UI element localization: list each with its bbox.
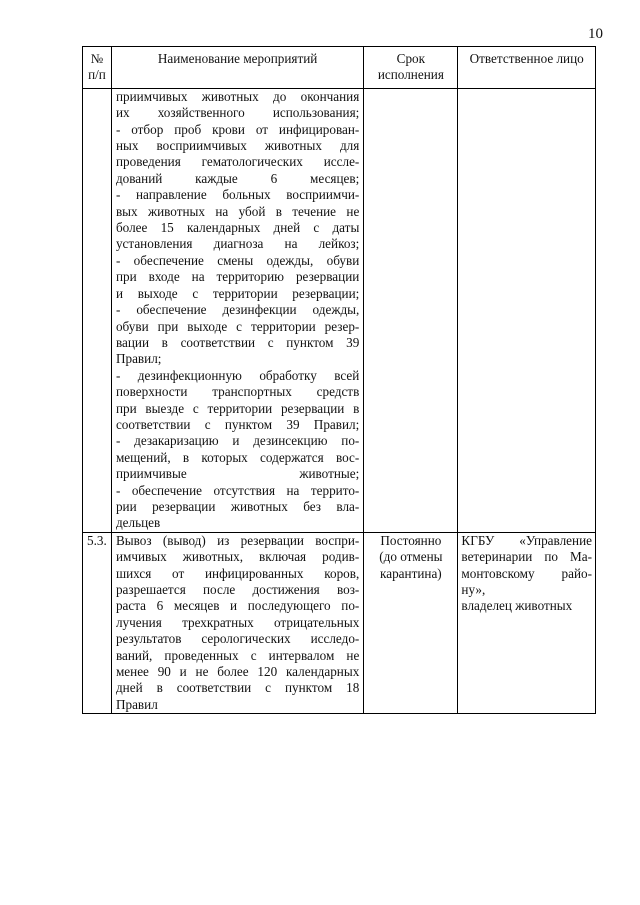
header-measures: Наименование мероприятий <box>111 47 363 89</box>
text-line: поверхности транспортных средств <box>115 384 360 400</box>
text-line: мещений, в которых содержатся вос- <box>115 449 360 465</box>
text-line: имчивых животных, включая родив- <box>115 549 360 565</box>
table-row-continued <box>83 88 596 532</box>
text-line: ных восприимчивых животных для <box>115 138 360 154</box>
text-line: Вывоз (вывод) из резервации воспри- <box>115 532 360 548</box>
cell-responsible <box>458 532 596 713</box>
text-line: - направление больных восприимчи- <box>115 187 360 203</box>
text-line: соответствии с пунктом 39 Правил; <box>115 416 360 432</box>
measures-table <box>82 46 596 714</box>
cell-term <box>364 532 458 713</box>
header-number <box>83 47 112 89</box>
text-line: проведения гематологических иссле- <box>115 154 360 170</box>
text-line: - обеспечение дезинфекции одежды, <box>115 302 360 318</box>
text-line: (до отмены <box>379 549 443 565</box>
text-line: дельцев <box>115 515 161 531</box>
text-line: вых животных на убой в течение не <box>115 203 360 219</box>
header-term-line-1: Срок <box>396 51 426 66</box>
text-line: карантина) <box>380 565 442 581</box>
cell-measures-continued <box>111 88 363 532</box>
text-line: при выезде с территории резервации в <box>115 400 360 416</box>
text-line: лучения трехкратных отрицательных <box>115 614 360 630</box>
header-number-line-2: п/п <box>88 67 106 83</box>
cell-number: 5.3. <box>83 532 112 713</box>
text-line: и выходе с территории резервации; <box>115 285 360 301</box>
text-line: дней в соответствии с пунктом 18 <box>115 680 360 696</box>
table-row-5-3 <box>83 532 596 713</box>
text-line: Правил; <box>115 351 162 367</box>
text-line: владелец животных <box>461 598 573 614</box>
text-line: менее 90 и не более 120 календарных <box>115 664 360 680</box>
text-line: дований каждые 6 месяцев; <box>115 170 360 186</box>
text-line: обуви при выходе с территории резер- <box>115 318 360 334</box>
text-line: результатов серологических исследо- <box>115 631 360 647</box>
text-line: ваний, проведенных с интервалом не <box>115 647 360 663</box>
header-responsible: Ответственное лицо <box>458 47 596 89</box>
text-line: - обеспечение отсутствия на террито- <box>115 482 360 498</box>
text-line: Правил <box>115 696 158 712</box>
text-line: КГБУ «Управление <box>461 532 592 548</box>
text-line: разрешается после достижения воз- <box>115 582 360 597</box>
text-line: более 15 календарных дней с даты <box>115 220 360 236</box>
cell-number-empty <box>83 88 112 532</box>
text-line: при входе на территорию резервации <box>115 269 360 285</box>
text-line: монтовскому райо- <box>461 565 592 581</box>
text-line: вации в соответствии с пунктом 39 <box>115 334 360 350</box>
text-line: - дезинфекционную обработку всей <box>115 367 360 383</box>
page-number: 10 <box>588 26 603 42</box>
text-line: - дезакаризацию и дезинсекцию по- <box>115 433 360 449</box>
text-line: рии резервации животных без вла- <box>115 498 360 514</box>
header-term <box>364 47 458 89</box>
text-line: приимчивые животные; <box>115 466 360 482</box>
text-line: раста 6 месяцев и последующего по- <box>115 598 360 614</box>
text-line: шихся от инфицированных коров, <box>115 565 360 581</box>
header-term-line-2: исполнения <box>377 67 444 83</box>
text-line: их хозяйственного использования; <box>115 105 360 121</box>
text-line: Постоянно <box>380 532 442 548</box>
header-number-line-1: № <box>90 51 104 66</box>
text-line: установления диагноза на лейкоз; <box>115 236 360 252</box>
cell-measures <box>111 532 363 713</box>
text-line: - обеспечение смены одежды, обуви <box>115 252 360 268</box>
table-header-row <box>83 47 596 89</box>
text-line: приимчивых животных до окончания <box>115 88 360 104</box>
text-line: - отбор проб крови от инфицирован- <box>115 121 360 137</box>
cell-term-empty <box>364 88 458 532</box>
cell-responsible-empty <box>458 88 596 532</box>
text-line: ветеринарии по Ма- <box>461 549 592 565</box>
text-line: ну», <box>461 582 486 597</box>
